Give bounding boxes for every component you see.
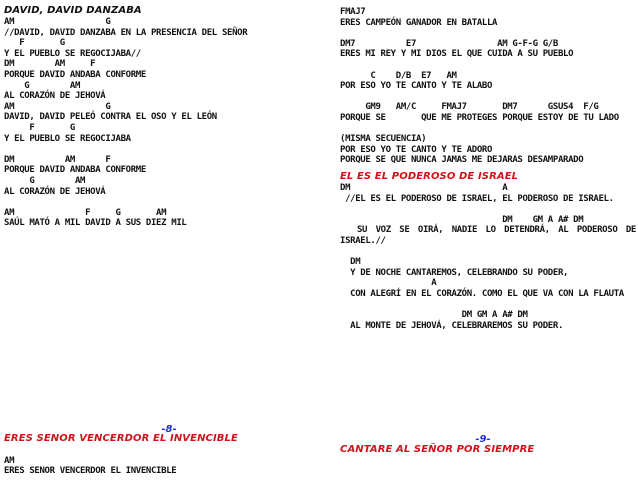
lyric-line: POR ESO YO TE CANTO Y TE ADORO xyxy=(340,144,493,155)
lyric-line: (MISMA SECUENCIA) xyxy=(340,134,427,145)
blank-line xyxy=(340,124,636,135)
lyric-line: DM AM F xyxy=(4,154,111,165)
lyric-line: SAÚL MATÓ A MIL DAVID A SUS DIEZ MIL xyxy=(4,218,187,229)
song-lyrics xyxy=(4,445,300,477)
lyric-line: F G xyxy=(4,38,65,49)
lyric-line: Y EL PUEBLO SE REGOCIJABA xyxy=(4,133,131,144)
song-title: DAVID, DAVID DANZABA xyxy=(4,5,142,16)
lyric-line: SU VOZ SE OIRÁ, NADIE LO DETENDRÁ, AL PODEROSO DE ISRAEL.// xyxy=(340,225,636,246)
lyric-line: DM AM F xyxy=(4,59,96,70)
lyric-line: AL CORAZÓN DE JEHOVÁ xyxy=(4,91,106,102)
song-title: EL ES EL PODEROSO DE ISRAEL xyxy=(340,170,519,182)
lyric-line: DM xyxy=(340,257,361,268)
lyric-line: ERES MI REY Y MI DIOS EL QUE CUIDA A SU PUEBLO xyxy=(340,49,574,60)
lyric-line: //DAVID, DAVID DANZABA EN LA PRESENCIA DEL SEÑOR xyxy=(4,27,248,38)
blank-line xyxy=(4,445,300,456)
lyric-line: A xyxy=(340,278,437,289)
lyric-line: PORQUE SE QUE ME PROTEGES PORQUE ESTOY DE TU LADO xyxy=(340,112,619,123)
lyric-line: C D/B E7 AM xyxy=(340,70,457,81)
blank-line xyxy=(340,246,636,257)
lyric-line: DM A xyxy=(340,182,508,193)
lyric-line: AM G xyxy=(4,17,111,27)
lyric-line: PORQUE SE QUE NUNCA JAMAS ME DEJARAS DESAMPARADO xyxy=(340,155,584,166)
lyric-line: CON ALEGRÍ EN EL CORAZÓN. COMO EL QUE VA CON LA FLAUTA xyxy=(340,288,624,299)
lyric-line: AM xyxy=(4,455,15,466)
lyric-line: AL MONTE DE JEHOVÁ, CELEBRAREMOS SU PODER. xyxy=(340,320,564,331)
lyric-line: POR ESO YO TE CANTO Y TE ALABO xyxy=(340,81,493,92)
song-lyrics xyxy=(340,183,636,331)
song-lyrics xyxy=(340,7,636,166)
lyric-line: AM G xyxy=(4,101,111,112)
song-title: ERES SENOR VENCERDOR EL INVENCIBLE xyxy=(4,433,238,444)
right-page-column xyxy=(340,0,636,493)
page-number: -8- xyxy=(161,424,177,435)
lyric-line: DM7 E7 AM G-F-G G/B xyxy=(340,38,558,49)
lyric-line: ERES SENOR VENCERDOR EL INVENCIBLE xyxy=(4,466,177,477)
lyric-line: Y DE NOCHE CANTAREMOS, CELEBRANDO SU PODER, xyxy=(340,267,569,278)
lyric-line: GM9 AM/C FMAJ7 DM7 GSUS4 F/G xyxy=(340,102,599,113)
blank-line xyxy=(340,92,636,103)
song-title: CANTARE AL SEÑOR POR SIEMPRE xyxy=(340,444,535,455)
page-number: -9- xyxy=(475,434,491,445)
lyric-line: DM GM A A# DM xyxy=(340,310,528,321)
lyric-line: AL CORAZÓN DE JEHOVÁ xyxy=(4,186,106,197)
blank-line xyxy=(4,197,300,208)
next-song-section xyxy=(340,444,636,456)
left-page-column xyxy=(4,0,300,493)
blank-line xyxy=(4,144,300,155)
lyric-line: PORQUE DAVID ANDABA CONFORME xyxy=(4,69,146,80)
lyric-line: FMAJ7 xyxy=(340,7,366,17)
lyric-line: //EL ES EL PODEROSO DE ISRAEL, EL PODEROSO DE ISRAEL. xyxy=(340,193,614,204)
lyric-line: F G xyxy=(4,122,75,133)
blank-line xyxy=(340,299,636,310)
lyric-line: G AM xyxy=(4,175,86,186)
blank-line xyxy=(340,60,636,71)
lyric-line: G AM xyxy=(4,80,81,91)
blank-line xyxy=(340,204,636,215)
lyric-line: AM F G AM xyxy=(4,207,167,218)
blank-line xyxy=(340,28,636,39)
lyric-line: PORQUE DAVID ANDABA CONFORME xyxy=(4,165,146,176)
song-lyrics xyxy=(4,17,300,229)
lyric-line: Y EL PUEBLO SE REGOCIJABA// xyxy=(4,48,141,59)
next-song-section xyxy=(4,433,300,477)
lyric-line: ERES CAMPEÓN GANADOR EN BATALLA xyxy=(340,17,498,28)
lyric-line: DAVID, DAVID PELEÓ CONTRA EL OSO Y EL LEÓN xyxy=(4,112,217,123)
lyric-line: DM GM A A# DM xyxy=(340,214,584,225)
